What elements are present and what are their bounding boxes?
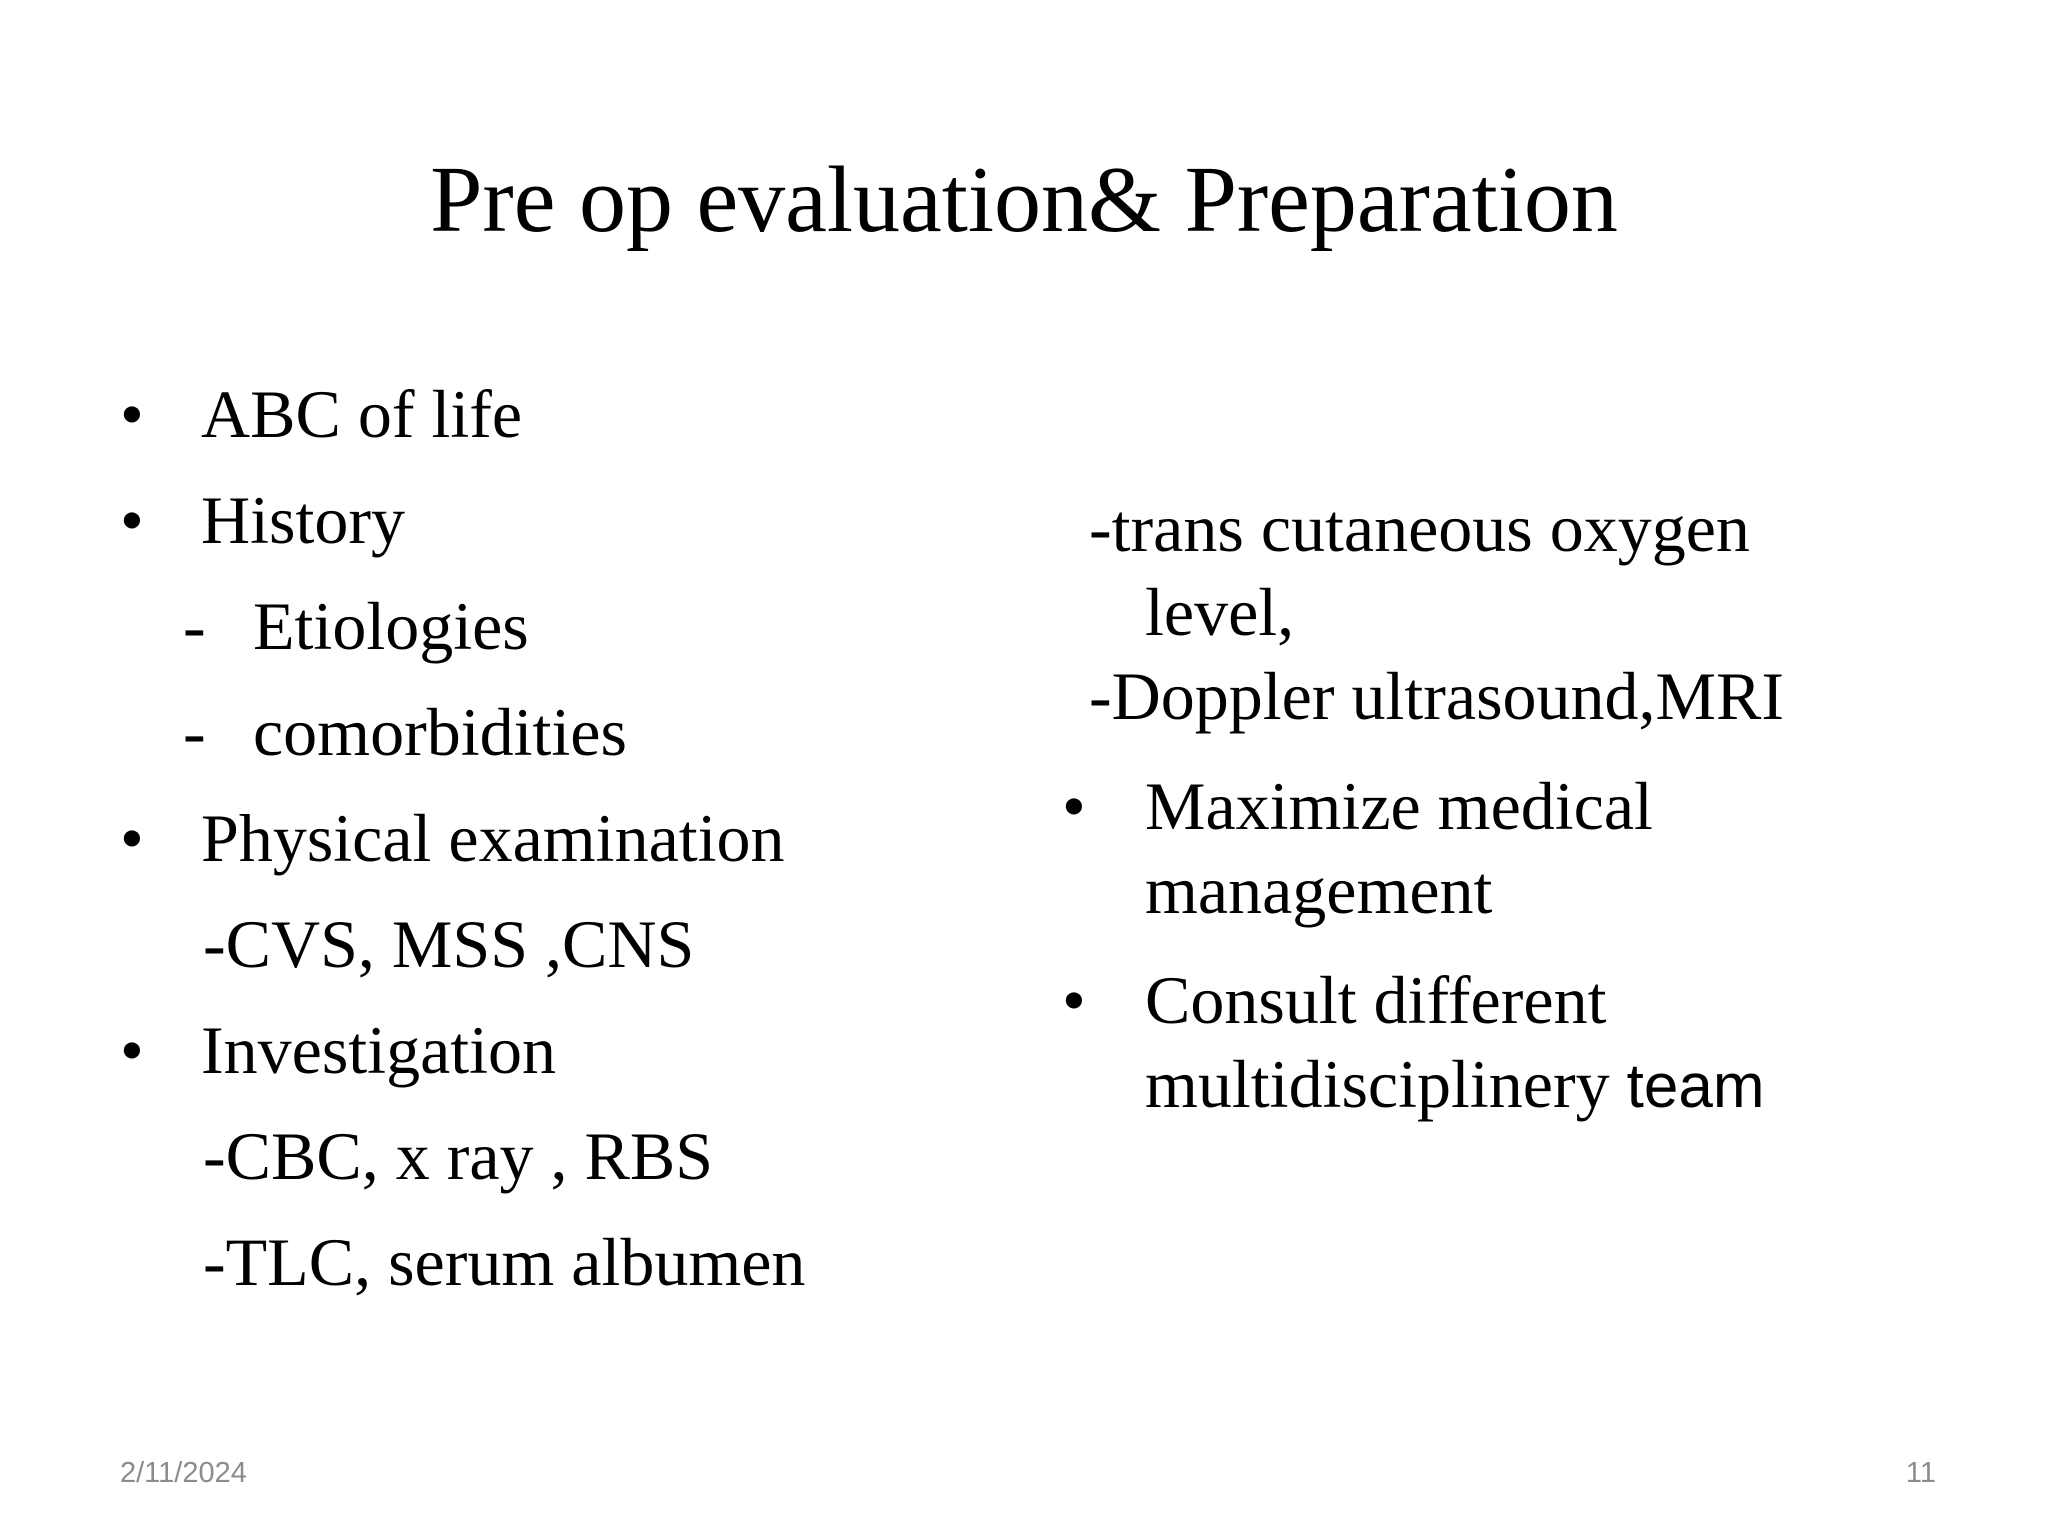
footer-date: 2/11/2024 (120, 1457, 247, 1489)
detail-text: -Doppler ultrasound,MRI (1089, 658, 1785, 734)
bullet-item-maximize-cont (1062, 848, 1992, 958)
detail-text: -CVS, MSS ,CNS (203, 906, 695, 982)
bullet-text: Physical examination (201, 800, 785, 876)
bullet-text-part: multidisciplinery (1145, 1046, 1627, 1122)
bullet-item-maximize (1062, 764, 1992, 848)
slide-title: Pre op evaluation& Preparation (430, 148, 1618, 252)
bullet-icon: • (1062, 768, 1086, 844)
detail-text: -CBC, x ray , RBS (203, 1118, 714, 1194)
bullet-text (1145, 1042, 1764, 1129)
bullet-text-part: team (1626, 1052, 1765, 1121)
bullet-item-physical-examination (120, 796, 1000, 902)
dash-icon: - (183, 694, 206, 770)
bullet-icon: • (1062, 962, 1086, 1038)
detail-item-cvs (120, 902, 1000, 1008)
detail-text: -trans cutaneous oxygen (1089, 490, 1750, 566)
bullet-icon: • (120, 482, 144, 558)
sub-text: Etiologies (253, 588, 529, 664)
bullet-item-history (120, 478, 1000, 584)
bullet-text: management (1145, 852, 1493, 928)
bullet-text: ABC of life (201, 376, 523, 452)
bullet-text: Consult different (1145, 962, 1607, 1038)
sub-item-comorbidities (120, 690, 1000, 796)
bullet-item-investigation (120, 1008, 1000, 1114)
detail-item-cbc (120, 1114, 1000, 1220)
detail-text: level, (1145, 574, 1295, 650)
detail-text: -TLC, serum albumen (203, 1224, 806, 1300)
sub-text: comorbidities (253, 694, 627, 770)
bullet-text: Investigation (201, 1012, 557, 1088)
detail-item-tlc (120, 1220, 1000, 1326)
right-column (1062, 486, 1992, 1126)
bullet-text: Maximize medical (1145, 768, 1653, 844)
bullet-icon: • (120, 800, 144, 876)
bullet-text: History (201, 482, 405, 558)
detail-item-transcutaneous (1062, 486, 1992, 570)
bullet-icon: • (120, 376, 144, 452)
footer-page-number: 11 (1905, 1457, 1936, 1489)
sub-item-etiologies (120, 584, 1000, 690)
bullet-item-consult (1062, 958, 1992, 1042)
bullet-item-abc (120, 372, 1000, 478)
bullet-item-consult-cont (1062, 1042, 1992, 1126)
left-column (120, 372, 1000, 1326)
bullet-icon: • (120, 1012, 144, 1088)
dash-icon: - (183, 588, 206, 664)
